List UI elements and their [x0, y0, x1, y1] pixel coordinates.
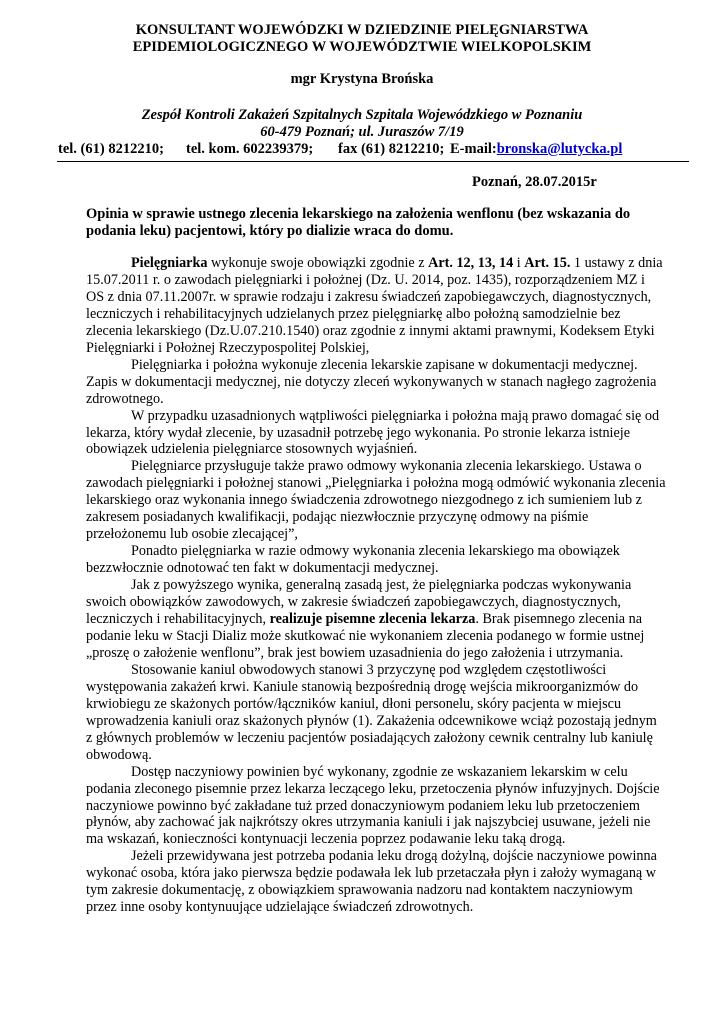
document-date: Poznań, 28.07.2015r — [472, 174, 597, 190]
bold-article-ref: Art. 15. — [524, 255, 571, 271]
author-name: mgr Krystyna Brońska — [290, 71, 434, 87]
bold-phrase: realizuje pisemne zlecenia lekarza — [269, 611, 476, 628]
contact-line — [58, 141, 678, 158]
paragraph: Stosowanie kaniul obwodowych stanowi 3 przyczynę pod względem częstotliwości występowania zakażeń krwi. Kaniule stanowią bezpośrednią drogę wejścia mikroorganizmów do krwiobiegu ze skażonych portów/łączników kaniul, dłoni personelu, skóry pacjenta w miejscu wprowadzenia kaniuli oraz skażonych płynów (1). Zakażenia odcewnikowe wciąż pozostają jednym z głównych problemów w leczeniu pacjentów posiadających założony cewnik centralny lub kaniulę obwodową. — [86, 661, 657, 763]
institution-title-line1: KONSULTANT WOJEWÓDZKI W DZIEDZINIE PIELĘGNIARSTWA — [135, 22, 589, 38]
paragraph: Jeżeli przewidywana jest potrzeba podania leku drogą dożylną, dojście naczyniowe powinna wykonać osoba, która jako pierwsza będzie podawała lek lub przetaczała płyn i założy wymaganą w tym zakresie dokumentację, z obowiązkiem sprawowania nadzoru nad kontaktem naczyniowym przez inne osoby kontynuujące udzielające świadczeń zdrowotnych. — [86, 848, 657, 916]
bold-term: Pielęgniarka — [131, 255, 208, 271]
email-link[interactable]: bronska@lutycka.pl — [496, 141, 623, 157]
text-run: i — [513, 255, 525, 271]
phone-number: tel. (61) 8212210; — [58, 141, 164, 157]
text-run: Jak z powyższego wynika, generalną zasadą jest, że pielęgniarka podczas wykonywania swoich obowiązków zawodowych, w zakresie świadczeń zapobiegawczych, diagnostycznych, leczniczych i rehabilitacyjnych, — [86, 577, 632, 628]
text-run: 1 ustawy z dnia 15.07.2011 r. o zawodach pielęgniarki i położnej (Dz. U. 2014, poz. 1435), rozporządzeniem MZ i OS z dnia 07.11.2007r. w sprawie rodzaju i zakresu świadczeń zapobiegawczych, diagnostycznych, leczniczych i rehabilitacyjnych udzielanych przez pielęgniarkę albo położną samodzielnie bez zlecenia lekarskiego (Dz.U.07.210.1540) oraz zgodnie z innymi aktami prawnymi, Kodeksem Etyki Pielęgniarki i Położnej Rzeczypospolitej Polskiej, — [86, 255, 663, 356]
team-name: Zespół Kontroli Zakażeń Szpitalnych Szpitala Wojewódzkiego w Poznaniu — [141, 107, 583, 123]
mobile-number: tel. kom. 602239379; — [186, 141, 314, 157]
text-run: wykonuje swoje obowiązki zgodnie z — [207, 255, 429, 271]
paragraph: W przypadku uzasadnionych wątpliwości pielęgniarka i położna mają prawo domagać się od lekarza, który wydał zlecenie, by uzasadnił potrzebę jego wykonania. Po stronie lekarza istnieje obowiązek udzielenia pielęgniarce stosownych wyjaśnień. — [86, 407, 660, 458]
paragraph: Ponadto pielęgniarka w razie odmowy wykonania zlecenia lekarskiego ma obowiązek bezzwłocznie odnotować ten fakt w dokumentacji medycznej. — [86, 543, 620, 577]
document-body — [86, 255, 666, 916]
institution-title-line2: EPIDEMIOLOGICZNEGO W WOJEWÓDZTWIE WIELKOPOLSKIM — [132, 39, 592, 55]
team-address: 60-479 Poznań; ul. Juraszów 7/19 — [260, 124, 464, 140]
bold-article-ref: Art. 12, 13, 14 — [428, 255, 514, 271]
paragraph: Pielęgniarce przysługuje także prawo odmowy wykonania zlecenia lekarskiego. Ustawa o zawodach pielęgniarki i położnej stanowi „Pielęgniarka i położna mogą odmówić wykonania zlecenia lekarskiego oraz wykonania innego świadczenia zdrowotnego niezgodnego z ich sumieniem lub z zakresem posiadanych kwalifikacji, podając niezwłocznie przyczynę odmowy na piśmie przełożonemu lub osobie zlecającej”, — [86, 458, 666, 543]
paragraph: Dostęp naczyniowy powinien być wykonany, zgodnie ze wskazaniem lekarskim w celu podania zleconego pisemnie przez lekarza leczącego leku, przetoczenia płynów infuzyjnych. Dojście naczyniowe powinno być zakładane tuż przed donaczyniowym podaniem leku lub przetoczeniem płynów, aby zachować jak najkrótszy okres utrzymania kaniuli i jak najszybciej usuwane, jeżeli nie ma wskazań, konieczności kontynuacji leczenia poprzez podawanie leku taką drogą. — [86, 763, 660, 848]
paragraph — [86, 255, 666, 357]
paragraph: Pielęgniarka i położna wykonuje zlecenia lekarskie zapisane w dokumentacji medycznej. Zapis w dokumentacji medycznej, nie dotyczy zleceń wykonywanych w stanach nagłego zagrożenia zdrowotnego. — [86, 356, 657, 407]
document-subject: Opinia w sprawie ustnego zlecenia lekarskiego na założenia wenflonu (bez wskazania do podania leku) pacjentowi, który po dializie wraca do domu. — [86, 206, 631, 239]
header-divider — [57, 161, 689, 162]
text-run: . Brak pisemnego zlecenia na podanie leku w Stacji Dializ może skutkować nie wykonaniem zlecenia podanego w formie ustnej „proszę o założenie wenflonu”, brak jest bowiem uzasadnienia do jego założenia i utrzymania. — [86, 611, 645, 661]
paragraph — [86, 577, 666, 662]
email-label: E-mail: — [450, 141, 497, 157]
fax-number: fax (61) 8212210; — [338, 141, 445, 157]
